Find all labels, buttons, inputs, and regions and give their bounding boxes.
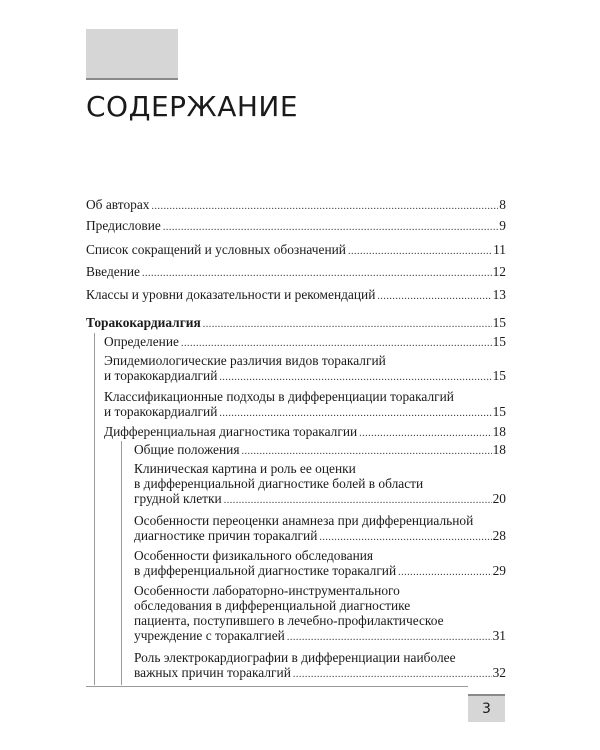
toc-entry-title-line: пациента, поступившего в лечебно-профилактическое xyxy=(134,613,444,628)
toc-entry-title: Об авторах xyxy=(86,197,150,212)
leader-dots xyxy=(203,317,492,332)
toc-entry[interactable] xyxy=(86,218,506,235)
toc-entry-title-line: диагностике причин торакалгий xyxy=(134,528,318,543)
leader-dots xyxy=(359,426,491,441)
toc-entry-title-line: в дифференциальной диагностике болей в области xyxy=(134,476,424,491)
toc-entry-page: 15 xyxy=(492,368,506,383)
toc-entry-title-line: Роль электрокардиографии в дифференциации наиболее xyxy=(134,650,456,665)
toc-entry-page: 29 xyxy=(492,563,506,578)
toc-entry-page: 20 xyxy=(492,491,506,506)
toc-entry-title: Дифференциальная диагностика торакалгии xyxy=(104,424,358,439)
toc-entry-title-line: важных причин торакалгий xyxy=(134,665,291,680)
toc-entry-title: Общие положения xyxy=(134,442,240,457)
toc-entry[interactable] xyxy=(134,513,506,545)
toc-entry-title-line: Особенности переоценки анамнеза при дифференциальной xyxy=(134,513,474,528)
toc-entry-page: 12 xyxy=(492,264,506,279)
leader-dots xyxy=(319,530,491,545)
leader-dots xyxy=(219,406,491,421)
toc-entry[interactable] xyxy=(134,442,506,459)
level-2-indent-line xyxy=(94,333,95,685)
toc-entry-page: 28 xyxy=(492,528,506,543)
toc-entry[interactable] xyxy=(86,197,506,214)
toc-entry-title: Список сокращений и условных обозначений xyxy=(86,242,346,257)
toc-entry-title-line: Эпидемиологические различия видов торакалгий xyxy=(104,353,386,368)
toc-entry[interactable] xyxy=(134,548,506,580)
toc-entry-title-line: Клиническая картина и роль ее оценки xyxy=(134,461,356,476)
toc-section-title: Торакокардиалгия xyxy=(86,315,201,330)
toc-entry-page: 11 xyxy=(493,242,506,257)
toc-entry-title-line: Классификационные подходы в дифференциации торакалгий xyxy=(104,389,454,404)
leader-dots xyxy=(163,220,498,235)
toc-entry-title: Определение xyxy=(104,334,179,349)
page-number: 3 xyxy=(468,694,505,722)
toc-entry-page: 18 xyxy=(492,424,506,439)
toc-entry-page: 18 xyxy=(492,442,506,457)
leader-dots xyxy=(293,667,492,682)
toc-entry-title-line: грудной клетки xyxy=(134,491,222,506)
leader-dots xyxy=(287,630,492,645)
bottom-separator-line xyxy=(86,686,468,687)
toc-entry-page: 31 xyxy=(492,628,506,643)
toc-entry-title-line: обследования в дифференциальной диагностике xyxy=(134,598,411,613)
leader-dots xyxy=(219,370,491,385)
toc-entry-title-line: и торакокардиалгий xyxy=(104,368,218,383)
leader-dots xyxy=(151,199,498,214)
toc-entry[interactable] xyxy=(104,424,506,441)
toc-entry-title: Классы и уровни доказательности и рекомендаций xyxy=(86,287,376,302)
leader-dots xyxy=(224,493,492,508)
leader-dots xyxy=(242,444,492,459)
toc-entry-title: Введение xyxy=(86,264,140,279)
toc-entry[interactable] xyxy=(104,334,506,351)
toc-entry[interactable] xyxy=(134,583,506,645)
toc-entry[interactable] xyxy=(104,353,506,385)
toc-entry-title-line: Особенности лабораторно-инструментального xyxy=(134,583,400,598)
toc-entry[interactable] xyxy=(134,461,506,508)
level-3-indent-line xyxy=(121,441,122,685)
toc-entry-page: 15 xyxy=(492,315,506,330)
leader-dots xyxy=(398,565,491,580)
toc-section-entry[interactable] xyxy=(86,315,506,332)
toc-entry-title-line: и торакокардиалгий xyxy=(104,404,218,419)
toc-entry-page: 9 xyxy=(499,218,506,233)
leader-dots xyxy=(377,289,491,304)
toc-entry-page: 13 xyxy=(492,287,506,302)
toc-entry-title-line: Особенности физикального обследования xyxy=(134,548,374,563)
toc-entry-page: 8 xyxy=(499,197,506,212)
toc-entry[interactable] xyxy=(86,287,506,304)
toc-entry-title-line: учреждение с торакалгией xyxy=(134,628,285,643)
toc-entry-page: 32 xyxy=(492,665,506,680)
toc-entry-page: 15 xyxy=(492,334,506,349)
toc-entry-title: Предисловие xyxy=(86,218,161,233)
leader-dots xyxy=(142,266,492,281)
toc-entry-page: 15 xyxy=(492,404,506,419)
toc-entry[interactable] xyxy=(104,389,506,421)
leader-dots xyxy=(348,244,492,259)
page-title: СОДЕРЖАНИЕ xyxy=(86,90,299,123)
toc-entry[interactable] xyxy=(86,242,506,259)
toc-entry[interactable] xyxy=(86,264,506,281)
toc-entry-title-line: в дифференциальной диагностике торакалгий xyxy=(134,563,397,578)
leader-dots xyxy=(181,336,492,351)
toc-entry[interactable] xyxy=(134,650,506,682)
